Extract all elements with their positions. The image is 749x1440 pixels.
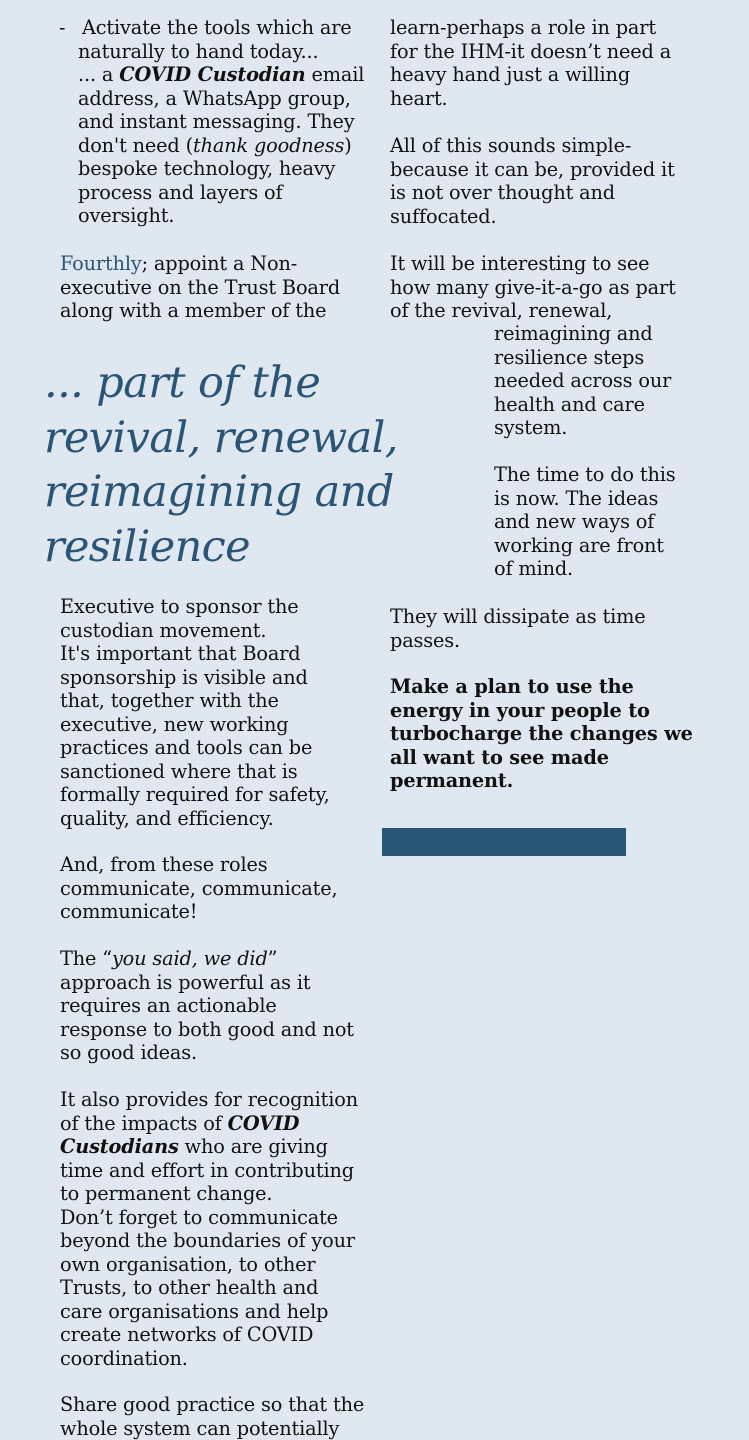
simple-line: suffocated. xyxy=(390,205,675,229)
executive-line: custodian movement. xyxy=(60,619,330,643)
executive-line: that, together with the xyxy=(60,689,330,713)
time-line: of mind. xyxy=(494,557,676,581)
learn-line: learn-perhaps a role in part xyxy=(390,16,671,40)
bullet-line: Activate the tools which are xyxy=(78,16,364,40)
custodians-emphasis: Custodians xyxy=(60,1135,179,1158)
executive-line: Executive to sponsor the xyxy=(60,595,330,619)
plan-line: energy in your people to xyxy=(390,699,693,723)
interesting-line: It will be interesting to see xyxy=(390,252,676,276)
bullet-text: ... a xyxy=(78,63,119,86)
reimagining-line: resilience steps xyxy=(494,346,671,370)
communicate-line: communicate, communicate, xyxy=(60,877,338,901)
learn-line: for the IHM-it doesn’t need a xyxy=(390,40,671,64)
executive-line: formally required for safety, xyxy=(60,783,330,807)
thank-goodness-emphasis: thank goodness xyxy=(193,134,344,157)
recognition-text: of the impacts of xyxy=(60,1112,228,1135)
executive-line: quality, and efficiency. xyxy=(60,807,330,831)
recognition-line: care organisations and help xyxy=(60,1300,358,1324)
pull-quote xyxy=(44,356,398,574)
you-said-paragraph xyxy=(60,947,354,1065)
recognition-paragraph xyxy=(60,1088,358,1370)
fourthly-text: ; appoint a Non- xyxy=(142,252,298,275)
bullet-text: don't need ( xyxy=(78,134,193,157)
recognition-line: own organisation, to other xyxy=(60,1253,358,1277)
plan-line: all want to see made xyxy=(390,746,693,770)
communicate-line: communicate! xyxy=(60,900,338,924)
plan-line: turbocharge the changes we xyxy=(390,722,693,746)
pull-quote-line: ... part of the xyxy=(44,356,398,411)
dissipate-line: They will dissipate as time xyxy=(390,605,646,629)
covid-emphasis: COVID xyxy=(228,1112,300,1135)
accent-bar xyxy=(382,828,626,856)
fourthly-line xyxy=(60,252,340,276)
you-said-line: so good ideas. xyxy=(60,1041,354,1065)
time-line: is now. The ideas xyxy=(494,487,676,511)
executive-paragraph xyxy=(60,595,330,830)
simple-paragraph xyxy=(390,134,675,228)
recognition-line: time and effort in contributing xyxy=(60,1159,358,1183)
simple-line: because it can be, provided it xyxy=(390,158,675,182)
bullet-text: ) xyxy=(344,134,351,157)
reimagining-line: health and care xyxy=(494,393,671,417)
reimagining-line: reimagining and xyxy=(494,322,671,346)
simple-line: is not over thought and xyxy=(390,181,675,205)
recognition-line: It also provides for recognition xyxy=(60,1088,358,1112)
recognition-line: Trusts, to other health and xyxy=(60,1276,358,1300)
bullet-line: bespoke technology, heavy xyxy=(78,157,364,181)
learn-line: heavy hand just a willing xyxy=(390,63,671,87)
covid-custodian-emphasis: COVID Custodian xyxy=(119,63,305,86)
plan-line: permanent. xyxy=(390,769,693,793)
fourthly-line: executive on the Trust Board xyxy=(60,276,340,300)
communicate-paragraph xyxy=(60,853,338,924)
pull-quote-line: resilience xyxy=(44,520,398,575)
you-said-line: response to both good and not xyxy=(60,1018,354,1042)
dissipate-paragraph xyxy=(390,605,646,652)
interesting-line: of the revival, renewal, xyxy=(390,299,676,323)
recognition-line: beyond the boundaries of your xyxy=(60,1229,358,1253)
recognition-line: Don’t forget to communicate xyxy=(60,1206,358,1230)
interesting-paragraph xyxy=(390,252,676,323)
fourthly-line: along with a member of the xyxy=(60,299,340,323)
executive-line: sponsorship is visible and xyxy=(60,666,330,690)
interesting-line: how many give-it-a-go as part xyxy=(390,276,676,300)
time-line: and new ways of xyxy=(494,510,676,534)
time-line: The time to do this xyxy=(494,463,676,487)
you-said-text: The “ xyxy=(60,947,112,970)
reimagining-paragraph xyxy=(494,322,671,440)
reimagining-line: system. xyxy=(494,416,671,440)
recognition-line xyxy=(60,1112,358,1136)
you-said-line xyxy=(60,947,354,971)
bullet-text: email xyxy=(306,63,365,86)
dissipate-line: passes. xyxy=(390,629,646,653)
you-said-text: ” xyxy=(268,947,278,970)
pull-quote-line: revival, renewal, xyxy=(44,411,398,466)
bullet-paragraph xyxy=(78,16,364,228)
learn-paragraph xyxy=(390,16,671,110)
reimagining-line: needed across our xyxy=(494,369,671,393)
time-line: working are front xyxy=(494,534,676,558)
communicate-line: And, from these roles xyxy=(60,853,338,877)
recognition-line: coordination. xyxy=(60,1347,358,1371)
you-said-line: requires an actionable xyxy=(60,994,354,1018)
time-paragraph xyxy=(494,463,676,581)
plan-line: Make a plan to use the xyxy=(390,675,693,699)
recognition-line: create networks of COVID xyxy=(60,1323,358,1347)
share-line: Share good practice so that the xyxy=(60,1393,364,1417)
fourthly-lead: Fourthly xyxy=(60,252,142,275)
executive-line: sanctioned where that is xyxy=(60,760,330,784)
learn-line: heart. xyxy=(390,87,671,111)
share-paragraph xyxy=(60,1393,364,1440)
recognition-text: who are giving xyxy=(179,1135,328,1158)
you-said-emphasis: you said, we did xyxy=(112,947,268,970)
executive-line: It's important that Board xyxy=(60,642,330,666)
bullet-line: oversight. xyxy=(78,204,364,228)
plan-paragraph xyxy=(390,675,693,793)
bullet-dash: - xyxy=(59,16,65,40)
fourthly-paragraph xyxy=(60,252,340,323)
share-line: whole system can potentially xyxy=(60,1417,364,1440)
bullet-line xyxy=(78,134,364,158)
bullet-line: process and layers of xyxy=(78,181,364,205)
bullet-line: naturally to hand today... xyxy=(78,40,364,64)
bullet-line xyxy=(78,63,364,87)
simple-line: All of this sounds simple- xyxy=(390,134,675,158)
recognition-line: to permanent change. xyxy=(60,1182,358,1206)
recognition-line xyxy=(60,1135,358,1159)
bullet-line: and instant messaging. They xyxy=(78,110,364,134)
bullet-line: address, a WhatsApp group, xyxy=(78,87,364,111)
executive-line: executive, new working xyxy=(60,713,330,737)
executive-line: practices and tools can be xyxy=(60,736,330,760)
pull-quote-line: reimagining and xyxy=(44,465,398,520)
you-said-line: approach is powerful as it xyxy=(60,971,354,995)
